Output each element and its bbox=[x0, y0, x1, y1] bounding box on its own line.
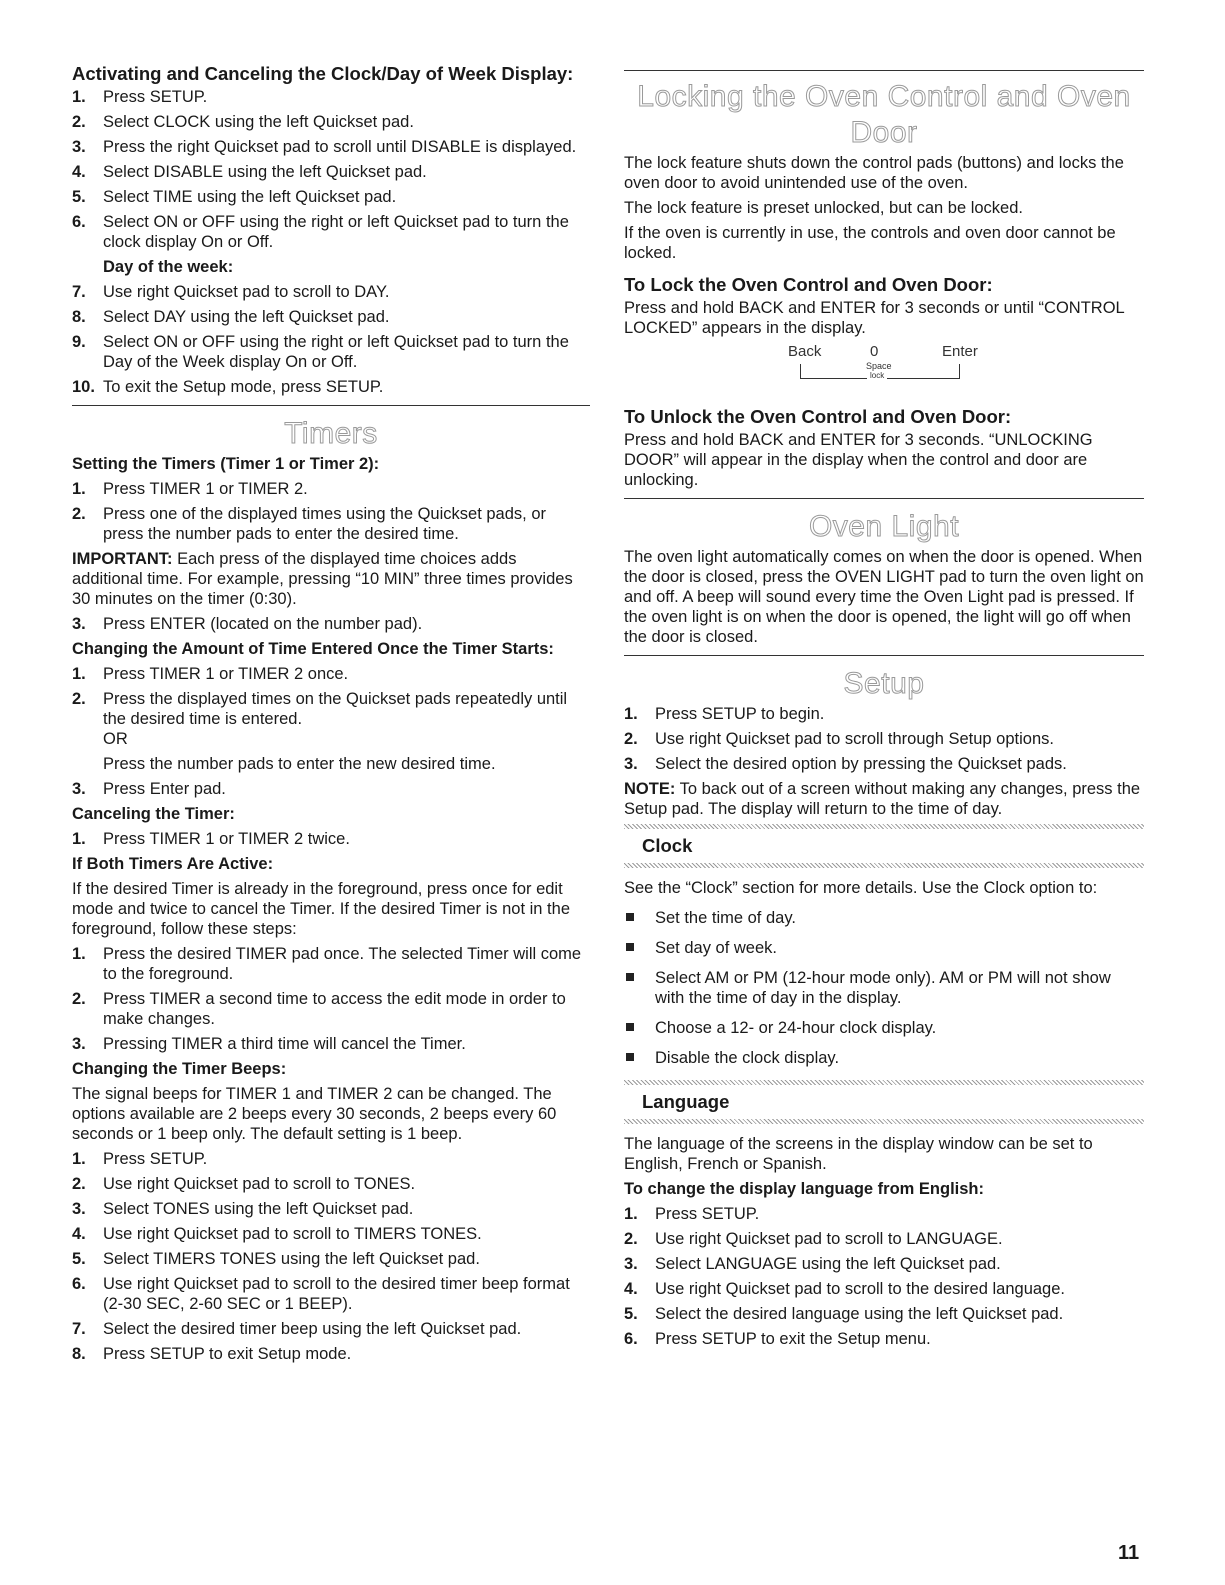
language-subsection-title: Language bbox=[642, 1091, 730, 1112]
section-divider bbox=[624, 655, 1144, 656]
list-item: 1. Press SETUP. bbox=[624, 1205, 760, 1223]
lock-paragraph: If the oven is currently in use, the controls and oven door cannot be locked. bbox=[624, 224, 1116, 262]
list-item: 1. Press the desired TIMER pad once. The selected Timer will come to the foreground. bbox=[72, 945, 582, 983]
lock-heading: To Lock the Oven Control and Oven Door: bbox=[624, 274, 993, 295]
setting-timers-heading: Setting the Timers (Timer 1 or Timer 2): bbox=[72, 455, 380, 473]
unlock-heading: To Unlock the Oven Control and Oven Door: bbox=[624, 406, 1012, 427]
bullet-icon bbox=[626, 1053, 634, 1061]
space-label: Space bbox=[866, 361, 892, 371]
section-divider bbox=[72, 405, 590, 406]
list-item: 3. Select the desired option by pressing the Quickset pads. bbox=[624, 755, 1067, 773]
alternative-step: Press the number pads to enter the new desired time. bbox=[103, 755, 496, 773]
list-item: 2. Press the displayed times on the Quickset pads repeatedly until the desired time is entered. bbox=[72, 690, 568, 728]
list-item: 6. Use right Quickset pad to scroll to the desired timer beep format (2-30 SEC, 2-60 SEC or 1 BEEP). bbox=[72, 1275, 570, 1313]
lock-label: lock bbox=[867, 371, 887, 380]
day-of-week-subheading: Day of the week: bbox=[103, 258, 234, 276]
list-item: Choose a 12- or 24-hour clock display. bbox=[624, 1018, 1144, 1038]
list-item: 1. Press TIMER 1 or TIMER 2 once. bbox=[72, 665, 349, 683]
language-text: The language of the screens in the display window can be set to English, French or Spanish. bbox=[624, 1135, 1093, 1173]
or-separator: OR bbox=[103, 730, 128, 748]
setup-section-title: Setup bbox=[843, 667, 925, 700]
timer-beeps-text: The signal beeps for TIMER 1 and TIMER 2 can be changed. The options available are 2 beeps every 30 seconds, 2 beeps every 60 seconds or 1 beep only. The default setting is 1 beep. bbox=[72, 1085, 557, 1143]
right-column bbox=[624, 64, 1144, 1354]
clock-subsection-title: Clock bbox=[642, 835, 693, 856]
list-item: 1. Press SETUP. bbox=[72, 88, 208, 106]
list-item: 4. Use right Quickset pad to scroll to the desired language. bbox=[624, 1280, 1065, 1298]
list-item: 3. Press ENTER (located on the number pad). bbox=[72, 615, 423, 633]
clock-option-text: See the “Clock” section for more details. Use the Clock option to: bbox=[624, 879, 1098, 897]
section-divider bbox=[624, 498, 1144, 499]
back-key-label: Back bbox=[788, 343, 822, 360]
list-item: 3. Press Enter pad. bbox=[72, 780, 226, 798]
oven-light-section-title: Oven Light bbox=[808, 510, 960, 543]
oven-light-text: The oven light automatically comes on when the door is opened. When the door is closed, press the OVEN LIGHT pad to turn the oven light on and off. A beep will sound every time the Oven Light pad is pressed. If the oven light is on when the door is opened, the light will go off when the door is closed. bbox=[624, 548, 1144, 646]
list-item: 2. Use right Quickset pad to scroll to LANGUAGE. bbox=[624, 1230, 1003, 1248]
list-item: Set the time of day. bbox=[624, 908, 1144, 928]
both-timers-heading: If Both Timers Are Active: bbox=[72, 855, 274, 873]
list-item: 3. Pressing TIMER a third time will cancel the Timer. bbox=[72, 1035, 466, 1053]
canceling-timer-heading: Canceling the Timer: bbox=[72, 805, 235, 823]
list-item: 7. Use right Quickset pad to scroll to DAY. bbox=[72, 283, 390, 301]
list-item: 4. Select DISABLE using the left Quickset pad. bbox=[72, 163, 427, 181]
timers-section-title: Timers bbox=[284, 417, 378, 450]
hatch-divider bbox=[624, 1119, 1144, 1124]
clock-steps-list bbox=[72, 87, 590, 252]
zero-key-label: 0 bbox=[870, 343, 879, 360]
language-heading: To change the display language from English: bbox=[624, 1180, 984, 1198]
list-item: 3. Press the right Quickset pad to scroll until DISABLE is displayed. bbox=[72, 138, 577, 156]
list-item: 5. Select TIMERS TONES using the left Quickset pad. bbox=[72, 1250, 480, 1268]
hatch-divider bbox=[624, 863, 1144, 868]
list-item: 8. Select DAY using the left Quickset pad. bbox=[72, 308, 390, 326]
bullet-icon bbox=[626, 913, 634, 921]
section-divider bbox=[624, 70, 1144, 71]
bullet-icon bbox=[626, 1023, 634, 1031]
list-item: 9. Select ON or OFF using the right or left Quickset pad to turn the Day of the Week display On or Off. bbox=[72, 333, 569, 371]
both-timers-text: If the desired Timer is already in the foreground, press once for edit mode and twice to cancel the Timer. If the desired Timer is not in the foreground, follow these steps: bbox=[72, 880, 570, 938]
list-item: 2. Select CLOCK using the left Quickset pad. bbox=[72, 113, 414, 131]
list-item: Set day of week. bbox=[624, 938, 1144, 958]
list-item: 1. Press SETUP to begin. bbox=[624, 705, 825, 723]
important-note: IMPORTANT: Each press of the displayed time choices adds additional time. For example, pressing “10 MIN” three times provides 30 minutes on the timer (0:30). bbox=[72, 550, 573, 608]
list-item: 1. Press TIMER 1 or TIMER 2. bbox=[72, 480, 308, 498]
setup-note: NOTE: To back out of a screen without making any changes, press the Setup pad. The display will return to the time of day. bbox=[624, 780, 1141, 818]
lock-section-title: Locking the Oven Control and Oven Door bbox=[637, 80, 1131, 149]
list-item: 3. Select LANGUAGE using the left Quickset pad. bbox=[624, 1255, 1001, 1273]
left-column bbox=[72, 64, 590, 1369]
list-item: 2. Use right Quickset pad to scroll to TONES. bbox=[72, 1175, 416, 1193]
lock-text: Press and hold BACK and ENTER for 3 seconds or until “CONTROL LOCKED” appears in the display. bbox=[624, 299, 1125, 337]
list-item: Disable the clock display. bbox=[624, 1048, 1144, 1068]
list-item: 5. Select the desired language using the left Quickset pad. bbox=[624, 1305, 1064, 1323]
changing-amount-heading: Changing the Amount of Time Entered Once the Timer Starts: bbox=[72, 640, 554, 658]
list-item: 5. Select TIME using the left Quickset pad. bbox=[72, 188, 397, 206]
lock-keys-diagram bbox=[624, 343, 1144, 387]
day-steps-list bbox=[72, 282, 590, 397]
list-item: 8. Press SETUP to exit Setup mode. bbox=[72, 1345, 352, 1363]
clock-display-heading: Activating and Canceling the Clock/Day of Week Display: bbox=[72, 63, 574, 84]
list-item: 1. Press SETUP. bbox=[72, 1150, 208, 1168]
list-item: 2. Press TIMER a second time to access the edit mode in order to make changes. bbox=[72, 990, 566, 1028]
list-item: 1. Press TIMER 1 or TIMER 2 twice. bbox=[72, 830, 350, 848]
list-item: 7. Select the desired timer beep using the left Quickset pad. bbox=[72, 1320, 522, 1338]
page-number: 11 bbox=[1118, 1542, 1140, 1564]
bullet-icon bbox=[626, 943, 634, 951]
list-item: Select AM or PM (12-hour mode only). AM or PM will not show with the time of day in the display. bbox=[624, 968, 1144, 1008]
lock-paragraph: The lock feature shuts down the control pads (buttons) and locks the oven door to avoid unintended use of the oven. bbox=[624, 154, 1124, 192]
unlock-text: Press and hold BACK and ENTER for 3 seconds. “UNLOCKING DOOR” will appear in the display when the control and door are unlocking. bbox=[624, 431, 1093, 489]
list-item: 10. To exit the Setup mode, press SETUP. bbox=[72, 378, 384, 396]
lock-paragraph: The lock feature is preset unlocked, but can be locked. bbox=[624, 199, 1023, 217]
list-item: 6. Press SETUP to exit the Setup menu. bbox=[624, 1330, 931, 1348]
list-item: 3. Select TONES using the left Quickset pad. bbox=[72, 1200, 414, 1218]
list-item: 2. Use right Quickset pad to scroll through Setup options. bbox=[624, 730, 1054, 748]
list-item: 6. Select ON or OFF using the right or left Quickset pad to turn the clock display On or Off. bbox=[72, 213, 569, 251]
timer-beeps-heading: Changing the Timer Beeps: bbox=[72, 1060, 287, 1078]
list-item: 2. Press one of the displayed times using the Quickset pads, or press the number pads to enter the desired time. bbox=[72, 505, 546, 543]
enter-key-label: Enter bbox=[942, 343, 978, 360]
bullet-icon bbox=[626, 973, 634, 981]
list-item: 4. Use right Quickset pad to scroll to TIMERS TONES. bbox=[72, 1225, 482, 1243]
